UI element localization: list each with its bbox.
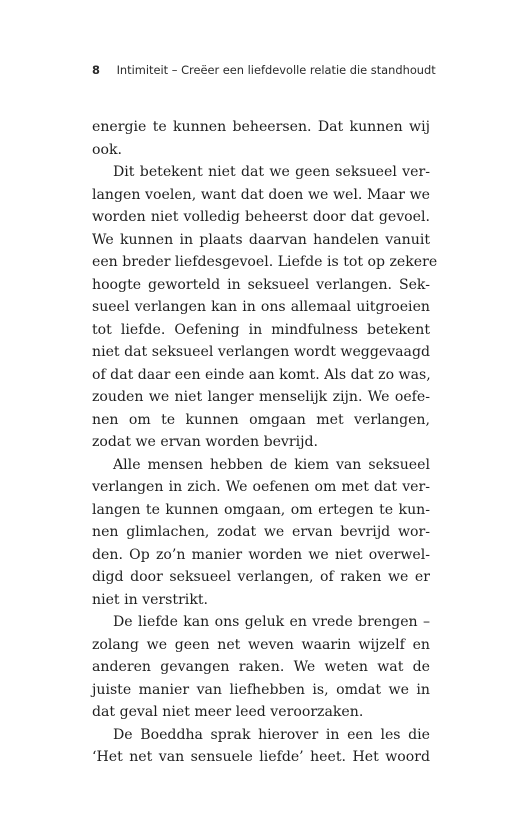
page-number: 8 <box>92 63 100 77</box>
paragraph <box>92 724 430 769</box>
paragraph <box>92 161 438 454</box>
text-line: Alle mensen hebben de kiem van seksueel <box>113 456 430 473</box>
paragraph <box>92 454 430 612</box>
text-line: sueel verlangen kan in ons allemaal uitgroeien <box>92 299 430 315</box>
text-line: Dit betekent niet dat we geen seksueel ver- <box>113 164 430 180</box>
text-line: niet in verstrikt. <box>92 591 208 608</box>
text-line: De Boeddha sprak hierover in een les die <box>113 726 430 743</box>
text-line: den. Op zo’n manier worden we niet overwel- <box>92 546 430 563</box>
text-line: zouden we niet langer menselijk zijn. We oefe- <box>92 389 430 405</box>
text-line: digd door seksueel verlangen, of raken we er <box>92 569 430 585</box>
text-line: of dat daar een einde aan komt. Als dat zo was, <box>92 366 431 383</box>
text-line: dat geval niet meer leed veroorzaken. <box>92 704 364 720</box>
text-line: verlangen in zich. We oefenen om met dat ver- <box>92 479 430 495</box>
text-line: langen voelen, want dat doen we wel. Maar we <box>92 186 430 203</box>
paragraph <box>92 611 430 724</box>
text-line: De liefde kan ons geluk en vrede brengen – <box>113 614 430 630</box>
body-text <box>92 116 438 769</box>
text-line: zolang we geen net weven waarin wijzelf en <box>92 636 430 653</box>
text-line: hoogte geworteld in seksueel verlangen. Sek- <box>92 276 430 293</box>
text-line: niet dat seksueel verlangen wordt weggevaagd <box>92 344 430 360</box>
text-line: ook. <box>92 141 122 158</box>
text-line: energie te kunnen beheersen. Dat kunnen wij <box>92 119 430 135</box>
running-title: Intimiteit – Creëer een liefdevolle relatie die standhoudt <box>116 63 436 77</box>
text-line: een breder liefdesgevoel. Liefde is tot op zekere <box>92 254 438 270</box>
running-head <box>92 60 492 80</box>
text-line: nen om te kunnen omgaan met verlangen, <box>92 411 430 428</box>
text-line: nen glimlachen, zodat we ervan bevrijd wor- <box>92 524 430 540</box>
text-line: ‘Het net van sensuele liefde’ heet. Het woord <box>92 749 430 765</box>
text-line: langen te kunnen omgaan, om ertegen te kun- <box>92 501 430 518</box>
text-line: worden niet volledig beheerst door dat gevoel. <box>92 209 430 225</box>
text-line: zodat we ervan worden bevrijd. <box>92 434 319 450</box>
text-line: anderen gevangen raken. We weten wat de <box>92 659 430 675</box>
text-line: tot liefde. Oefening in mindfulness betekent <box>92 321 430 338</box>
paragraph <box>92 116 430 161</box>
text-line: We kunnen in plaats daarvan handelen vanuit <box>92 231 430 248</box>
text-line: juiste manier van liefhebben is, omdat we in <box>92 681 430 698</box>
